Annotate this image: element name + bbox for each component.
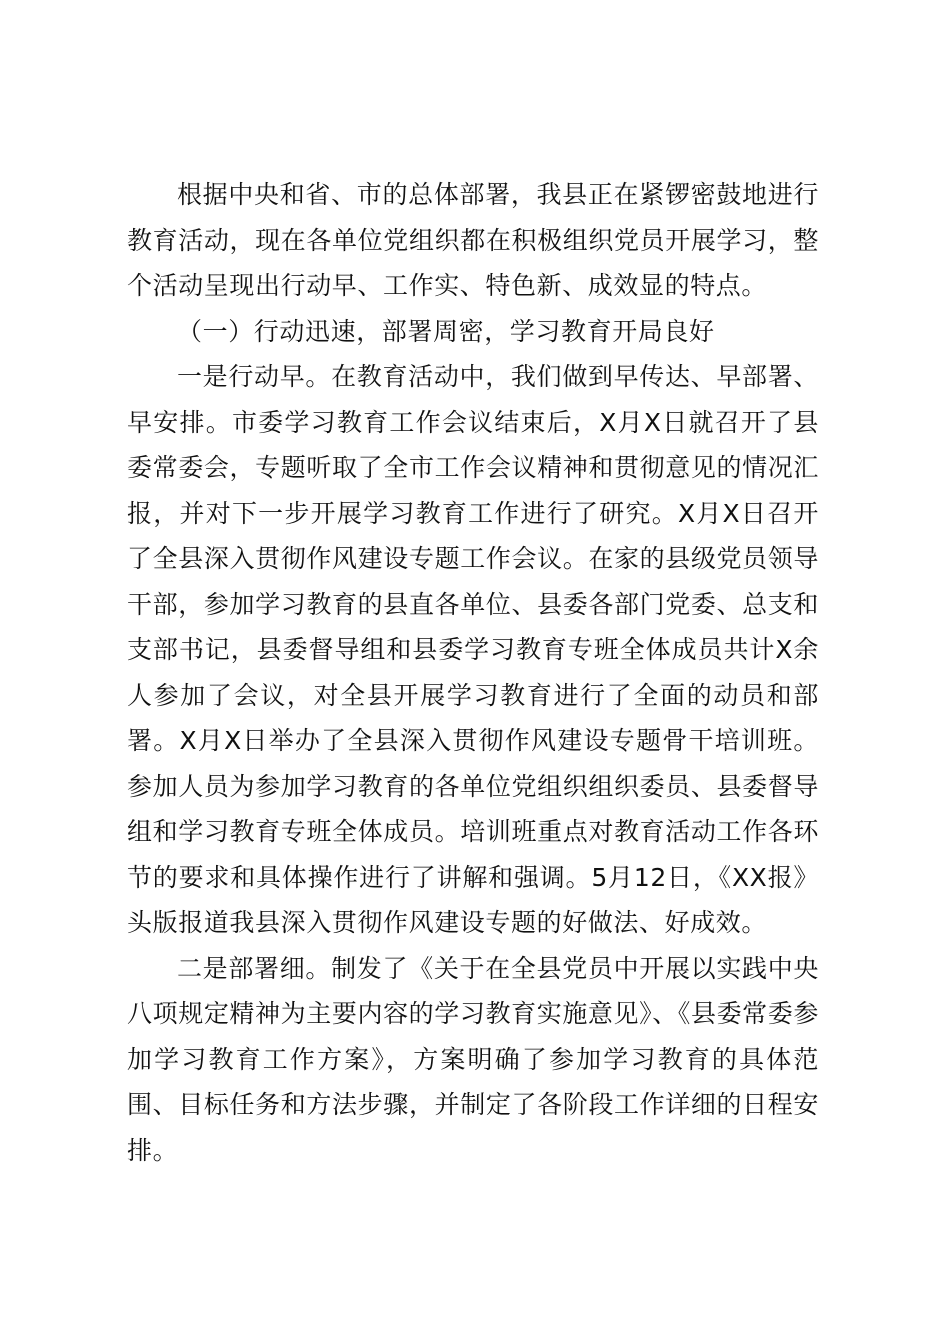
- intro-paragraph: 根据中央和省、市的总体部署，我县正在紧锣密鼓地进行教育活动，现在各单位党组织都在积极组织党员开展学习，整个活动呈现出行动早、工作实、特色新、成效显的特点。: [127, 180, 819, 300]
- document-body: [127, 172, 819, 1173]
- action-early-paragraph: 一是行动早。在教育活动中，我们做到早传达、早部署、早安排。市委学习教育工作会议结束后，X月X日就召开了县委常委会，专题听取了全市工作会议精神和贯彻意见的情况汇报，并对下一步开展学习教育工作进行了研究。X月X日召开了全县深入贯彻作风建设专题工作会议。在家的县级党员领导干部，参加学习教育的县直各单位、县委各部门党委、总支和支部书记，县委督导组和县委学习教育专班全体成员共计X余人参加了会议，对全县开展学习教育进行了全面的动员和部署。X月X日举办了全县深入贯彻作风建设专题骨干培训班。参加人员为参加学习教育的各单位党组织组织委员、县委督导组和学习教育专班全体成员。培训班重点对教育活动工作各环节的要求和具体操作进行了讲解和强调。5月12日，《XX报》头版报道我县深入贯彻作风建设专题的好做法、好成效。: [127, 362, 819, 937]
- deployment-detail-paragraph: 二是部署细。制发了《关于在全县党员中开展以实践中央八项规定精神为主要内容的学习教育实施意见》、《县委常委参加学习教育工作方案》，方案明确了参加学习教育的具体范围、目标任务和方法步骤，并制定了各阶段工作详细的日程安排。: [127, 953, 819, 1165]
- section-heading: （一）行动迅速，部署周密，学习教育开局良好: [177, 316, 715, 346]
